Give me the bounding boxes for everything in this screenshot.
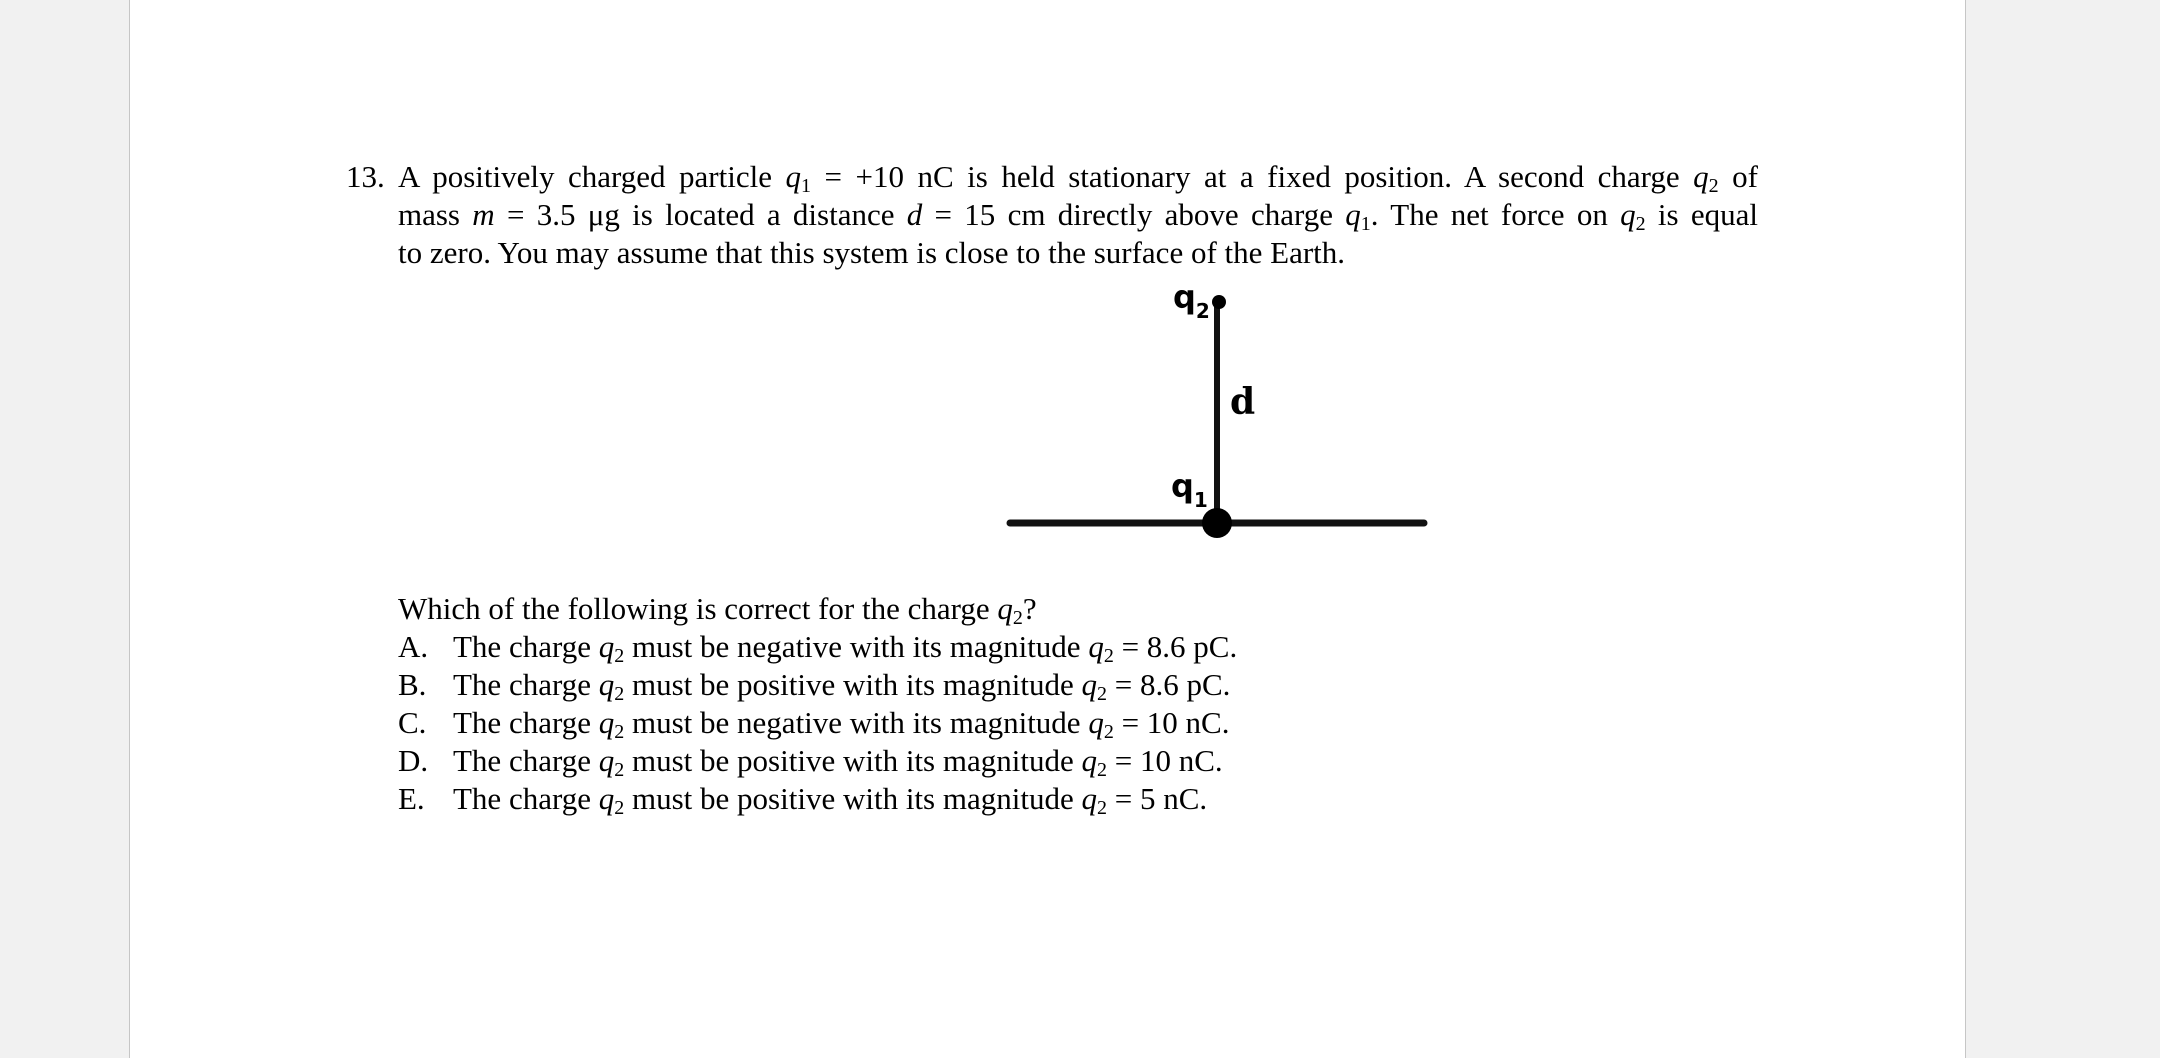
- stem-line-3: to zero. You may assume that this system is close to the surface of the Earth.: [398, 235, 1346, 270]
- charge-diagram: [878, 278, 1438, 548]
- stem-line-2: mass m = 3.5 μg is located a distance d = 15 cm directly above charge $q_1$. The net force on $q_2$ is equal: [398, 197, 1758, 235]
- option-e[interactable]: E. The charge $q_2$ must be positive with its magnitude $q_2 = 5$ nC.: [398, 781, 1208, 819]
- answer-options: [398, 628, 1237, 818]
- option-c[interactable]: C. The charge $q_2$ must be negative with its magnitude $q_2 = 10$ nC.: [398, 705, 1230, 743]
- stem-line-1: A positively charged particle $q_1 = +10$ nC is held stationary at a fixed position. A second charge $q_2$ of: [398, 159, 1758, 197]
- label-q2: $q_2$: [1173, 278, 1210, 323]
- question-prompt: Which of the following is correct for the charge $q_2$?: [398, 591, 1037, 629]
- charge-q1-dot: [1202, 508, 1232, 538]
- charge-q2-dot: [1212, 295, 1226, 309]
- question-stem: [398, 158, 1758, 272]
- label-q1: $q_1$: [1171, 467, 1208, 512]
- label-d: d: [1230, 381, 1256, 423]
- option-a[interactable]: A. The charge $q_2$ must be negative with its magnitude $q_2 = 8.6$ pC.: [398, 629, 1238, 667]
- question-number: 13.: [346, 159, 385, 194]
- option-b[interactable]: B. The charge $q_2$ must be positive with its magnitude $q_2 = 8.6$ pC.: [398, 667, 1231, 705]
- question-13: [346, 158, 1876, 272]
- document-page: [129, 0, 1966, 1058]
- option-d[interactable]: D. The charge $q_2$ must be positive with its magnitude $q_2 = 10$ nC.: [398, 743, 1223, 781]
